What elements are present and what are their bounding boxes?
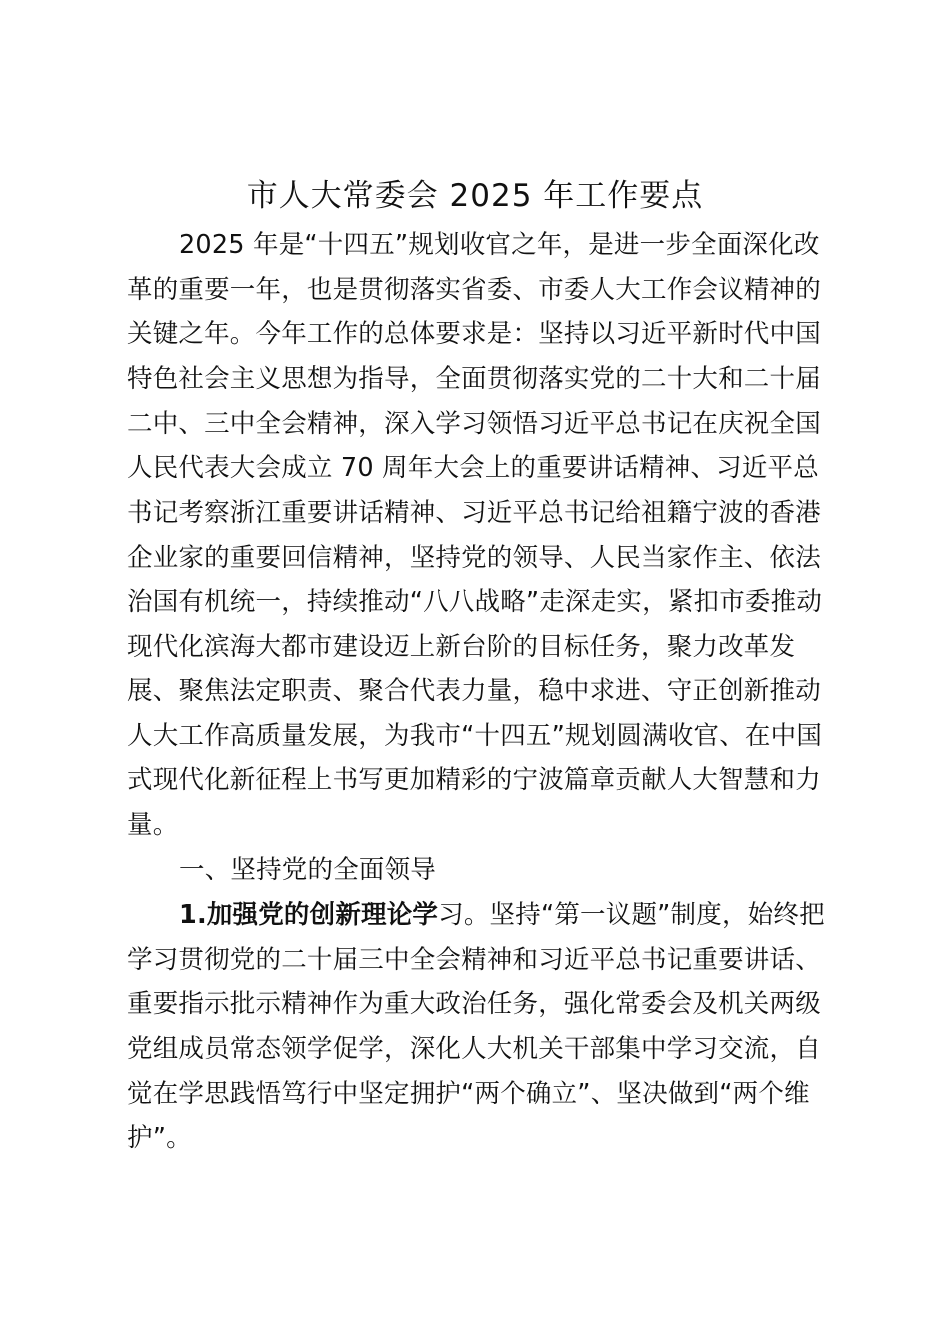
intro-line-8: 企业家的重要回信精神，坚持党的领导、人民当家作主、依法 [127, 543, 821, 573]
intro-line-10: 现代化滨海大都市建设迈上新台阶的目标任务，聚力改革发 [127, 632, 796, 662]
item-1-first-line [179, 897, 825, 933]
item-1-line-5: 觉在学思践悟笃行中坚定拥护“两个确立”、坚决做到“两个维 [127, 1079, 810, 1109]
intro-line-11: 展、聚焦法定职责、聚合代表力量，稳中求进、守正创新推动 [127, 676, 821, 706]
item-1-line-6: 护”。 [127, 1123, 192, 1153]
intro-line-5: 二中、三中全会精神，深入学习领悟习近平总书记在庆祝全国 [127, 409, 821, 439]
intro-line-14: 量。 [127, 810, 179, 840]
intro-line-2: 革的重要一年，也是贯彻落实省委、市委人大工作会议精神的 [127, 275, 821, 305]
section-heading: 一、坚持党的全面领导 [179, 855, 437, 885]
intro-line-3: 关键之年。今年工作的总体要求是：坚持以习近平新时代中国 [127, 319, 821, 349]
intro-line-6: 人民代表大会成立 70 周年大会上的重要讲话精神、习近平总 [127, 453, 819, 483]
intro-line-7: 书记考察浙江重要讲话精神、习近平总书记给祖籍宁波的香港 [127, 498, 821, 528]
document-title: 市人大常委会 2025 年工作要点 [246, 178, 704, 214]
intro-line-1: 2025 年是“十四五”规划收官之年，是进一步全面深化改 [179, 230, 820, 260]
item-1-first-line-text: 习。坚持“第一议题”制度，始终把 [438, 900, 825, 930]
intro-line-9: 治国有机统一，持续推动“八八战略”走深走实，紧扣市委推动 [127, 587, 823, 617]
item-1-line-4: 党组成员常态领学促学，深化人大机关干部集中学习交流，自 [127, 1034, 821, 1064]
intro-line-4: 特色社会主义思想为指导，全面贯彻落实党的二十大和二十届 [127, 364, 821, 394]
item-1-line-2: 学习贯彻党的二十届三中全会精神和习近平总书记重要讲话、 [127, 945, 821, 975]
item-1-bold-title: 1.加强党的创新理论学 [179, 900, 439, 930]
item-1-line-3: 重要指示批示精神作为重大政治任务，强化常委会及机关两级 [127, 989, 821, 1019]
intro-line-12: 人大工作高质量发展，为我市“十四五”规划圆满收官、在中国 [127, 721, 823, 751]
intro-line-13: 式现代化新征程上书写更加精彩的宁波篇章贡献人大智慧和力 [127, 765, 821, 795]
